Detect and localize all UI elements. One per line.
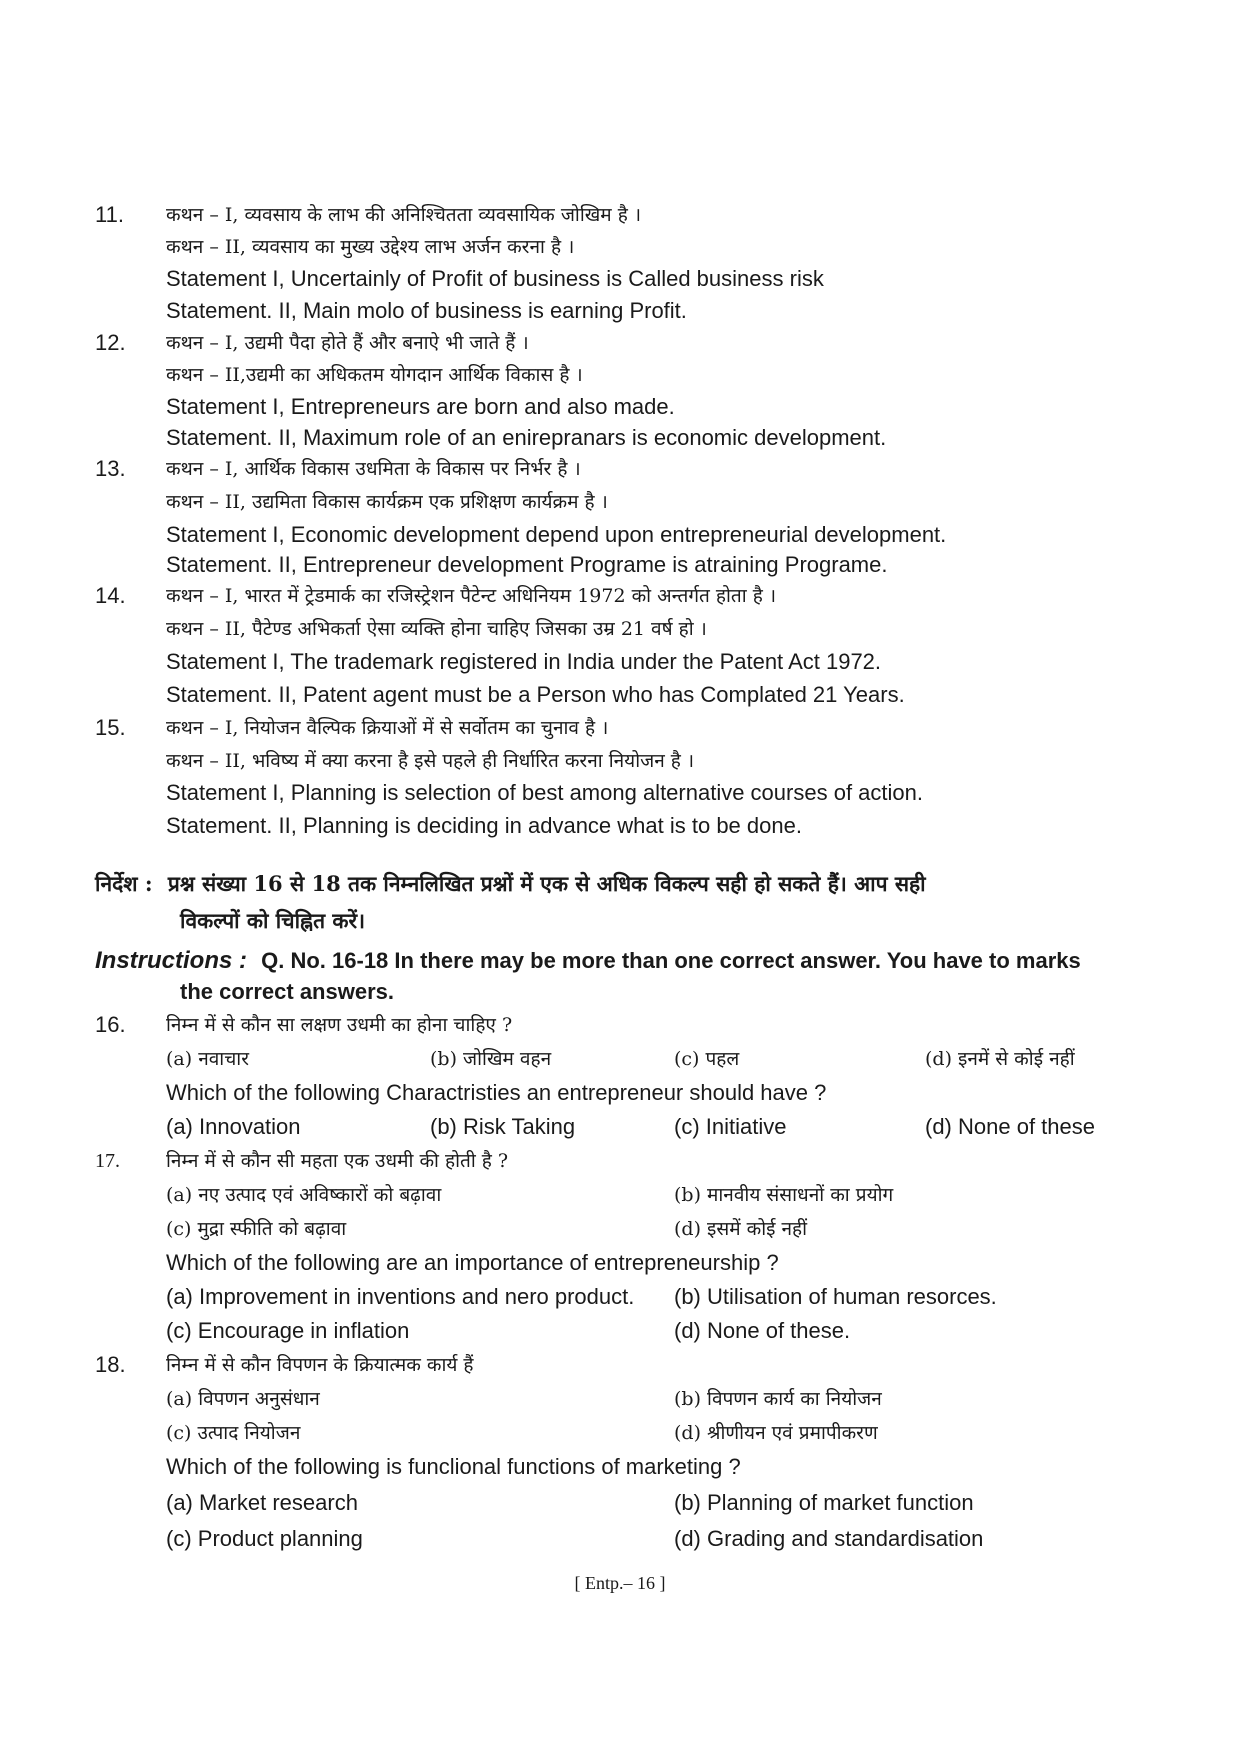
option-d: (d) None of these	[925, 1114, 1095, 1139]
option-c: (c) Initiative	[674, 1114, 787, 1139]
page-footer: [ Entp.– 16 ]	[574, 1573, 666, 1593]
english-statement-1: Statement I, The trademark registered in India under the Patent Act 1972.	[166, 649, 882, 674]
option-a: (a) Market research	[166, 1490, 358, 1515]
option-b: (b) Risk Taking	[430, 1114, 576, 1139]
option-c: (c) पहल	[674, 1048, 740, 1070]
english-statement-2: Statement. II, Planning is deciding in advance what is to be done.	[166, 813, 802, 838]
option-c: (c) Product planning	[166, 1526, 363, 1551]
option-a: (a) Innovation	[166, 1114, 301, 1139]
english-statement-2: Statement. II, Entrepreneur development Programe is atraining Programe.	[166, 552, 888, 577]
option-b: (b) Utilisation of human resorces.	[674, 1284, 997, 1309]
english-statement-1: Statement I, Uncertainly of Profit of business is Called business risk	[166, 266, 824, 291]
question-number: 12.	[95, 330, 126, 355]
hindi-statement-1: कथन – I, आर्थिक विकास उधमिता के विकास पर निर्भर है ।	[166, 458, 581, 480]
hindi-question: निम्न में से कौन विपणन के क्रियात्मक कार्य हैं	[166, 1354, 474, 1376]
english-statement-2: Statement. II, Maximum role of an enirepranars is economic development.	[166, 425, 887, 450]
option-b: (b) मानवीय संसाधनों का प्रयोग	[674, 1184, 894, 1206]
english-statement-2: Statement. II, Main molo of business is earning Profit.	[166, 298, 687, 323]
instructions-line-2: the correct answers.	[180, 979, 394, 1004]
hindi-statement-2: कथन – II, उद्यमिता विकास कार्यक्रम एक प्रशिक्षण कार्यक्रम है ।	[166, 491, 608, 513]
option-d: (d) श्रीणीयन एवं प्रमापीकरण	[674, 1422, 878, 1444]
direction-hindi	[95, 866, 926, 902]
option-b: (b) विपणन कार्य का नियोजन	[674, 1388, 882, 1410]
english-question: Which of the following are an importance of entrepreneurship ?	[166, 1250, 779, 1275]
hindi-question: निम्न में से कौन सा लक्षण उधमी का होना चाहिए ?	[166, 1014, 513, 1036]
hindi-statement-2: कथन – II,उद्यमी का अधिकतम योगदान आर्थिक विकास है ।	[166, 364, 583, 386]
option-a: (a) नवाचार	[166, 1048, 249, 1070]
option-d: (d) इनमें से कोई नहीं	[925, 1048, 1075, 1070]
english-statement-1: Statement I, Economic development depend upon entrepreneurial development.	[166, 522, 947, 547]
option-d: (d) Grading and standardisation	[674, 1526, 984, 1551]
hindi-statement-2: कथन – II, व्यवसाय का मुख्य उद्देश्य लाभ अर्जन करना है ।	[166, 236, 575, 258]
english-statement-1: Statement I, Planning is selection of best among alternative courses of action.	[166, 780, 923, 805]
direction-line-1: प्रश्न संख्या 16 से 18 तक निम्नलिखित प्रश्नों में एक से अधिक विकल्प सही हो सकते हैं। आप सही	[167, 871, 926, 896]
english-statement-2: Statement. II, Patent agent must be a Person who has Complated 21 Years.	[166, 682, 905, 707]
hindi-statement-1: कथन – I, नियोजन वैल्पिक क्रियाओं में से सर्वोतम का चुनाव है ।	[166, 717, 609, 739]
hindi-statement-2: कथन – II, पैटेण्ड अभिकर्ता ऐसा व्यक्ति होना चाहिए जिसका उम्र 21 वर्ष हो ।	[166, 618, 707, 640]
option-d: (d) None of these.	[674, 1318, 851, 1343]
direction-line-2: विकल्पों को चिह्नित करें।	[180, 908, 366, 933]
hindi-statement-1: कथन – I, व्यवसाय के लाभ की अनिश्चितता व्यवसायिक जोखिम है ।	[166, 204, 642, 226]
option-a: (a) विपणन अनुसंधान	[166, 1388, 320, 1410]
question-number: 18.	[95, 1352, 126, 1377]
question-number: 13.	[95, 456, 126, 481]
instructions-label: Instructions :	[95, 947, 248, 974]
option-c: (c) Encourage in inflation	[166, 1318, 410, 1343]
option-b: (b) जोखिम वहन	[430, 1048, 552, 1070]
english-question: Which of the following is funclional functions of marketing ?	[166, 1454, 741, 1479]
hindi-statement-1: कथन – I, भारत में ट्रेडमार्क का रजिस्ट्रेशन पैटेन्ट अधिनियम 1972 को अन्तर्गत होता है ।	[166, 585, 777, 607]
question-number: 15.	[95, 715, 126, 740]
option-d: (d) इसमें कोई नहीं	[674, 1218, 808, 1240]
english-statement-1: Statement I, Entrepreneurs are born and also made.	[166, 394, 675, 419]
option-c: (c) उत्पाद नियोजन	[166, 1422, 301, 1444]
option-a: (a) नए उत्पाद एवं अविष्कारों को बढ़ावा	[166, 1184, 442, 1206]
direction-label: निर्देश :	[95, 871, 153, 896]
hindi-statement-2: कथन – II, भविष्य में क्या करना है इसे पहले ही निर्धारित करना नियोजन है ।	[166, 750, 695, 772]
question-number: 14.	[95, 583, 126, 608]
option-c: (c) मुद्रा स्फीति को बढ़ावा	[166, 1218, 347, 1240]
instructions	[95, 945, 1081, 976]
question-number: 17.	[95, 1150, 120, 1172]
english-question: Which of the following Charactristies an entrepreneur should have ?	[166, 1080, 827, 1105]
option-b: (b) Planning of market function	[674, 1490, 974, 1515]
option-a: (a) Improvement in inventions and nero product.	[166, 1284, 635, 1309]
question-number: 16.	[95, 1012, 126, 1037]
instructions-line-1: Q. No. 16-18 In there may be more than one correct answer. You have to marks	[261, 948, 1081, 973]
hindi-statement-1: कथन – I, उद्यमी पैदा होते हैं और बनाऐ भी जाते हैं ।	[166, 332, 529, 354]
hindi-question: निम्न में से कौन सी महता एक उधमी की होती है ?	[166, 1150, 509, 1172]
question-number: 11.	[95, 202, 124, 227]
